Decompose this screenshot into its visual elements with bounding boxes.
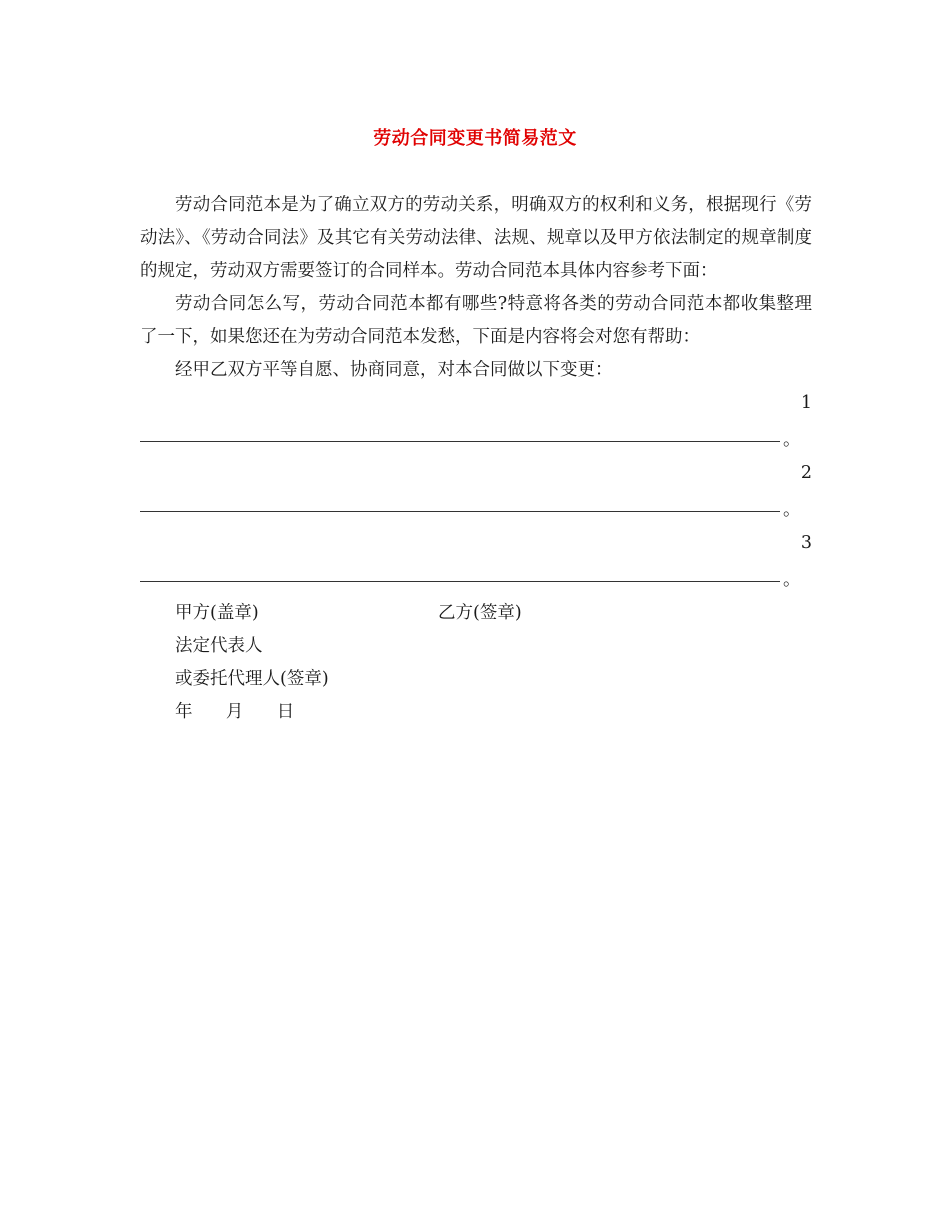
fill-in-line [140,441,780,442]
description-paragraph: 劳动合同怎么写，劳动合同范本都有哪些?特意将各类的劳动合同范本都收集整理了一下，如果您还在为劳动合同范本发愁，下面是内容将会对您有帮助： [140,294,812,347]
change-item-2 [140,457,812,527]
signature-row-agent [140,663,812,696]
signature-row-legal-rep [140,630,812,663]
legal-rep-label: 法定代表人 [175,636,263,656]
party-b-label: 乙方(签章) [438,603,522,623]
document-body [140,189,812,729]
item-period: 。 [783,430,801,450]
signature-row-parties [140,597,812,630]
item-number: 3 [800,533,812,553]
fill-in-line [140,511,780,512]
date-year: 年 [175,702,193,722]
date-line [175,696,294,729]
item-period: 。 [783,570,801,590]
change-item-3 [140,527,812,597]
item-number: 2 [800,463,812,483]
document-title: 劳动合同变更书简易范文 [373,128,577,149]
signature-row-date [140,696,812,729]
agreement-paragraph: 经甲乙双方平等自愿、协商同意，对本合同做以下变更： [175,360,613,380]
party-a-label: 甲方(盖章) [175,603,259,623]
fill-in-line [140,581,780,582]
item-period: 。 [783,500,801,520]
agent-label: 或委托代理人(签章) [175,669,329,689]
date-day: 日 [276,702,295,722]
item-number: 1 [800,393,812,413]
date-month: 月 [225,702,244,722]
intro-paragraph: 劳动合同范本是为了确立双方的劳动关系，明确双方的权利和义务，根据现行《劳动法》、《劳动合同法》及其它有关劳动法律、法规、规章以及甲方依法制定的规章制度的规定，劳动双方需要签订的合同样本。劳动合同范本具体内容参考下面： [140,195,812,281]
change-item-1 [140,387,812,457]
